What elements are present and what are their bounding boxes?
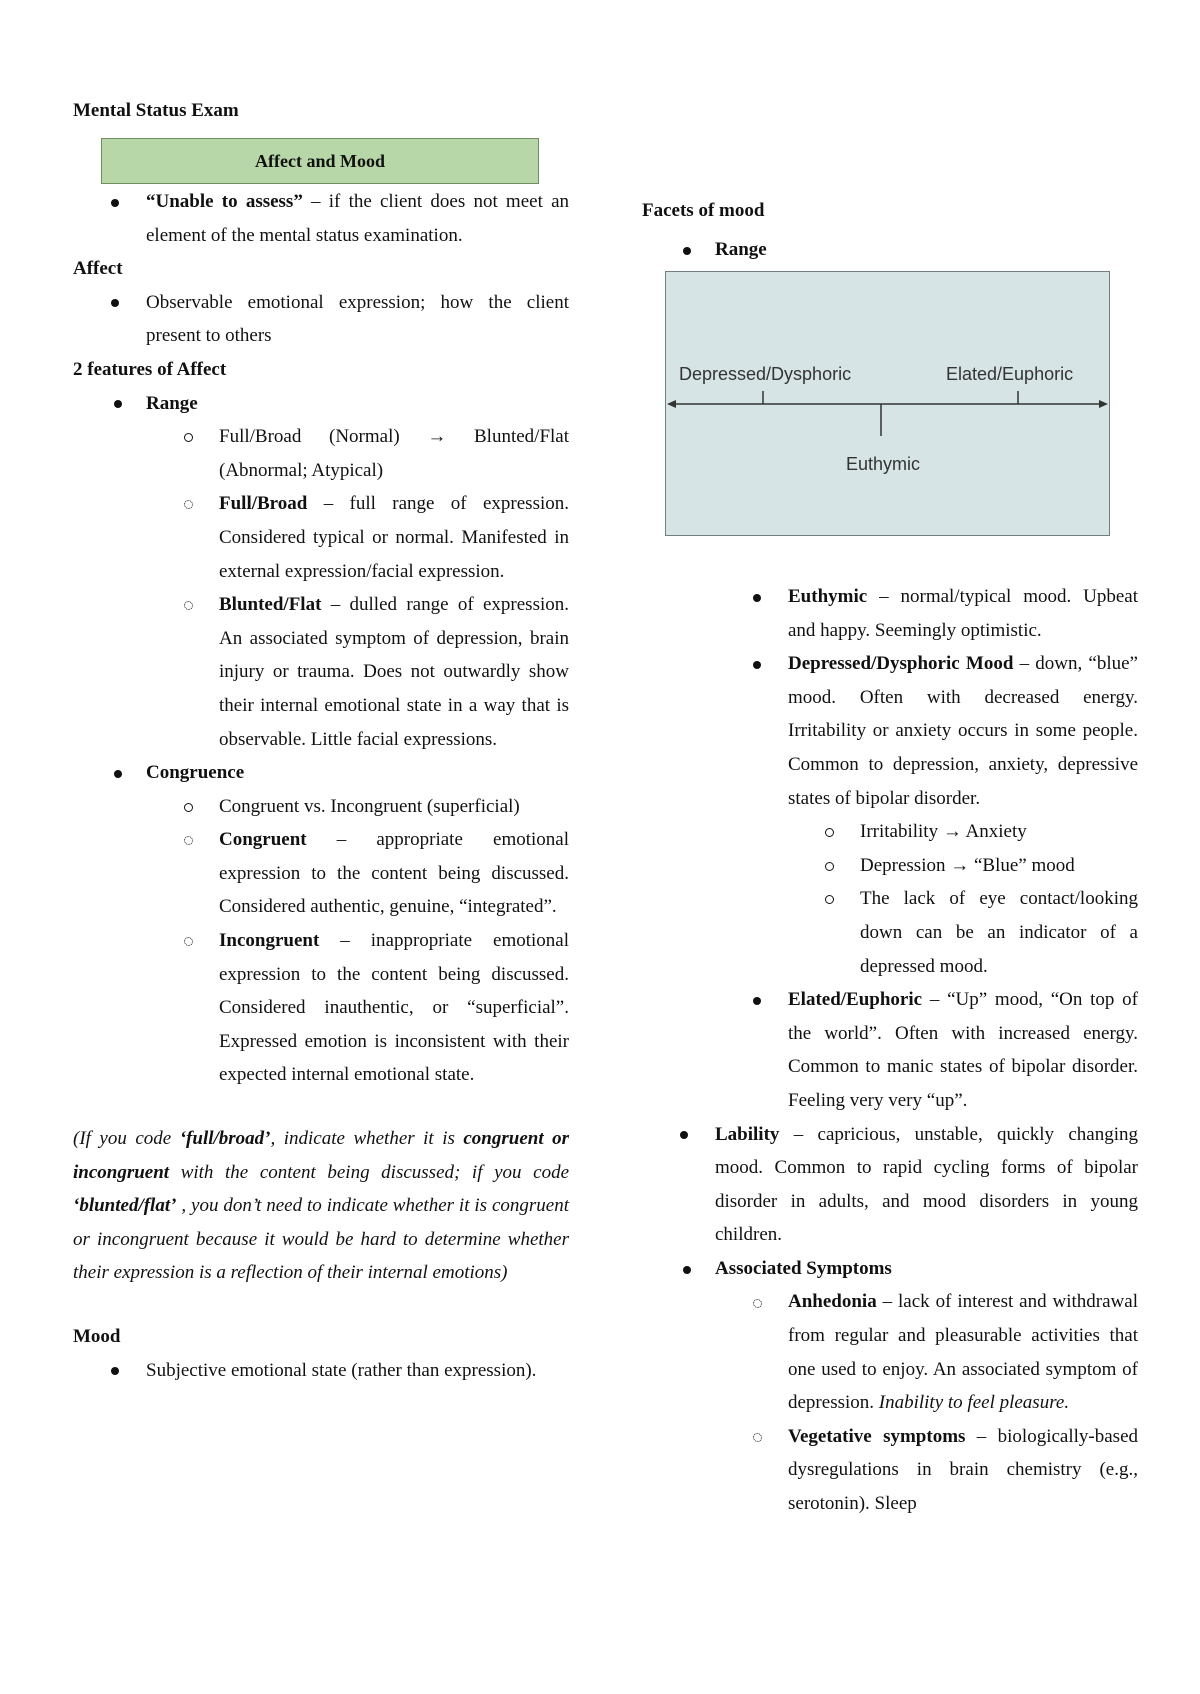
associated-symptoms-item	[642, 1252, 1138, 1286]
blunted-flat-item	[73, 588, 569, 756]
bullet-icon	[680, 233, 694, 267]
unable-item	[73, 185, 569, 252]
mood-definition: Subjective emotional state (rather than expression).	[146, 1359, 537, 1381]
depressed-sub-item	[642, 815, 1138, 849]
bullet-icon	[753, 647, 767, 681]
full-broad-text: – full range of expression. Considered typical or normal. Manifested in external expression/facial expression.	[219, 493, 569, 582]
affect-heading: Affect	[73, 258, 123, 280]
depressed-term: Depressed/Dysphoric Mood	[788, 653, 1014, 675]
depressed-sub-text: Depression → “Blue” mood	[860, 854, 1075, 876]
bullet-icon	[111, 756, 125, 790]
congruence-label: Congruence	[146, 762, 245, 784]
facets-range-item	[642, 233, 1175, 267]
hollow-bullet-icon	[184, 790, 198, 824]
mood-scale-arrow-icon	[665, 271, 1110, 536]
diagram-right-label: Elated/Euphoric	[946, 364, 1074, 384]
full-broad-item	[73, 487, 569, 588]
bullet-icon	[753, 580, 767, 614]
bullet-icon	[680, 1118, 694, 1152]
vegetative-text: – biologically-based dysregulations in brain chemistry (e.g., serotonin). Sleep	[788, 1425, 1138, 1515]
bullet-icon	[111, 1354, 125, 1388]
elated-term: Elated/Euphoric	[788, 989, 923, 1011]
diagram-left-label: Depressed/Dysphoric	[679, 364, 852, 384]
depressed-sub-text: The lack of eye contact/looking down can be an indicator of a depressed mood.	[860, 888, 1138, 977]
dotted-bullet-icon	[753, 1285, 767, 1319]
depressed-sub-item	[642, 882, 1138, 983]
features-heading: 2 features of Affect	[73, 358, 227, 380]
congruent-text: – appropriate emotional expression to the content being discussed. Considered authentic, genuine, “integrated”.	[219, 829, 569, 918]
document-title: Mental Status Exam	[73, 100, 239, 121]
affect-definition: Observable emotional expression; how the client present to others	[146, 291, 569, 347]
dotted-bullet-icon	[753, 1420, 767, 1454]
bullet-icon	[111, 286, 125, 320]
blunted-flat-term: Blunted/Flat	[219, 594, 322, 616]
mood-range-diagram	[665, 271, 1110, 536]
bullet-icon	[753, 983, 767, 1017]
left-column	[73, 185, 569, 1387]
range-label: Range	[146, 392, 198, 414]
anhedonia-italic: Inability to feel pleasure.	[878, 1392, 1070, 1414]
incongruent-item	[73, 924, 569, 1092]
lability-text: – capricious, unstable, quickly changing mood. Common to rapid cycling forms of bipolar disorder in adults, and mood disorders in young children.	[715, 1123, 1138, 1246]
hollow-bullet-icon	[184, 420, 198, 454]
depressed-sub-item	[642, 849, 1138, 883]
blunted-flat-text: – dulled range of expression. An associated symptom of depression, brain injury or trauma. Does not outwardly show their internal emotional state in a way that is observable. Little facial expressions.	[219, 594, 569, 750]
depressed-text: – down, “blue” mood. Often with decreased energy. Irritability or anxiety occurs in some people. Common to depression, anxiety, depressive states of bipolar disorder.	[788, 653, 1138, 809]
right-column-list	[642, 580, 1138, 1521]
congruence-summary-item	[73, 790, 569, 824]
facets-range-label: Range	[715, 239, 767, 260]
hollow-bullet-icon	[825, 849, 839, 883]
coding-note: (If you code ‘full/broad’, indicate whether it is congruent or incongruent with the content being discussed; if you code ‘blunted/flat’ , you don’t need to indicate whether it is congruent or incongruent because it would be hard to determine whether their expression is a reflection of their internal emotions)	[73, 1128, 570, 1284]
unable-text: – if the client does not meet an element of the mental status examination.	[146, 191, 569, 246]
facets-heading: Facets of mood	[642, 200, 765, 221]
vegetative-item	[642, 1420, 1138, 1521]
affect-definition-item	[73, 286, 569, 353]
euthymic-text: – normal/typical mood. Upbeat and happy. Seemingly optimistic.	[788, 586, 1138, 641]
congruent-term: Congruent	[219, 829, 307, 851]
dotted-bullet-icon	[184, 924, 198, 958]
dotted-bullet-icon	[184, 588, 198, 622]
elated-item	[642, 983, 1138, 1117]
vegetative-term: Vegetative symptoms	[788, 1425, 966, 1447]
associated-symptoms-label: Associated Symptoms	[715, 1257, 892, 1279]
anhedonia-text: – lack of interest and withdrawal from regular and pleasurable activities that one used to enjoy. An associated symptom of depression.	[788, 1291, 1138, 1414]
dotted-bullet-icon	[184, 487, 198, 521]
congruence-summary: Congruent vs. Incongruent (superficial)	[219, 795, 520, 817]
hollow-bullet-icon	[825, 882, 839, 916]
anhedonia-term: Anhedonia	[788, 1291, 877, 1313]
range-summary-item	[73, 420, 569, 487]
bullet-icon	[111, 185, 125, 219]
range-summary: Full/Broad (Normal) → Blunted/Flat (Abnormal; Atypical)	[219, 426, 569, 481]
congruent-item	[73, 823, 569, 924]
lability-item	[642, 1118, 1138, 1252]
depressed-sub-text: Irritability → Anxiety	[860, 821, 1027, 843]
dotted-bullet-icon	[184, 823, 198, 857]
range-item	[73, 387, 569, 421]
mood-heading: Mood	[73, 1326, 121, 1347]
hollow-bullet-icon	[825, 815, 839, 849]
full-broad-term: Full/Broad	[219, 493, 308, 515]
section-header-box: Affect and Mood	[101, 138, 539, 184]
euthymic-item	[642, 580, 1138, 647]
bullet-icon	[680, 1252, 694, 1286]
lability-term: Lability	[715, 1123, 780, 1145]
depressed-item	[642, 647, 1138, 815]
incongruent-term: Incongruent	[219, 930, 320, 952]
bullet-icon	[111, 387, 125, 421]
congruence-item	[73, 756, 569, 790]
mood-definition-item	[73, 1354, 569, 1388]
incongruent-text: – inappropriate emotional expression to the content being discussed. Considered inauthentic, or “superficial”. Expressed emotion is inconsistent with their expected internal emotional state.	[219, 930, 569, 1086]
diagram-center-label: Euthymic	[846, 454, 921, 474]
anhedonia-item	[642, 1285, 1138, 1419]
euthymic-term: Euthymic	[788, 586, 868, 607]
elated-text: – “Up” mood, “On top of the world”. Often with increased energy. Common to manic states of bipolar disorder. Feeling very very “up”.	[788, 989, 1138, 1111]
unable-term: “Unable to assess”	[146, 191, 303, 212]
